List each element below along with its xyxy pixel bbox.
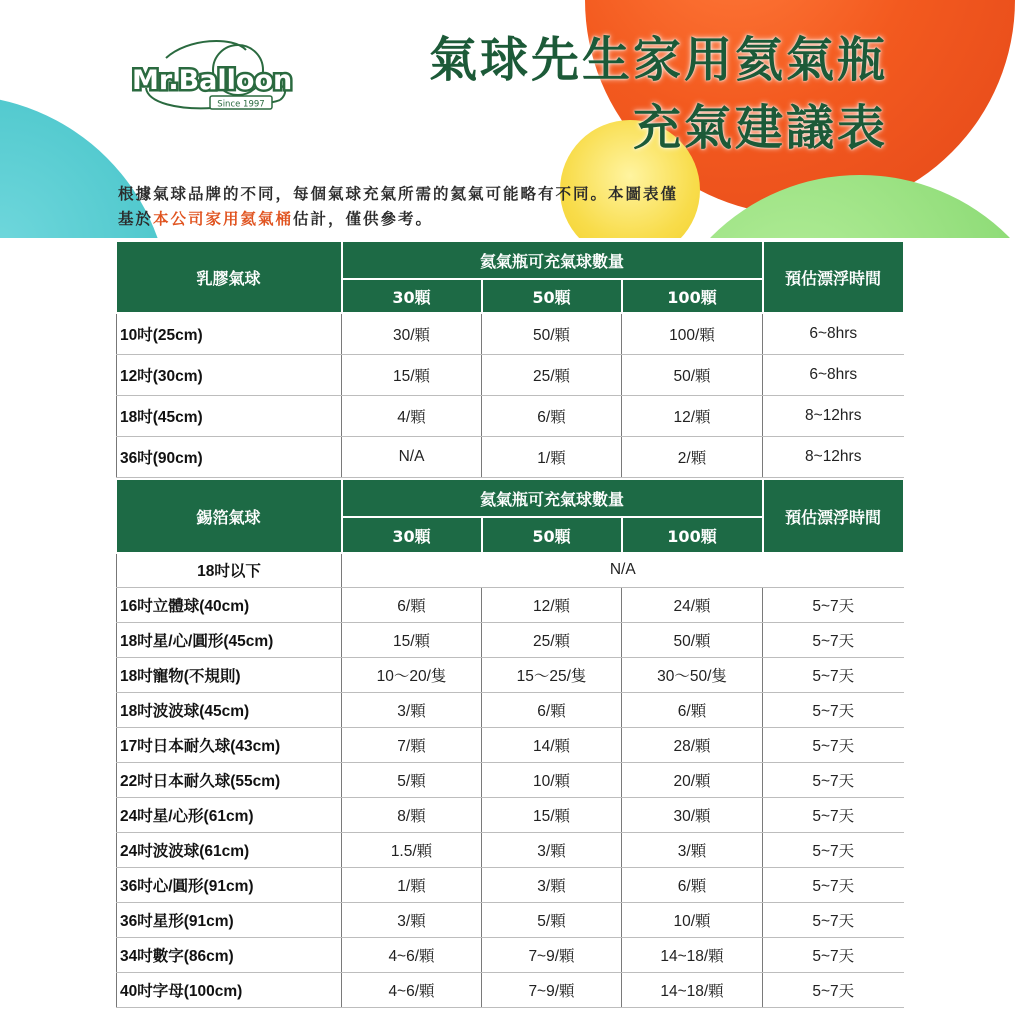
brand-logo [118,28,298,128]
latex-table-body [117,313,904,477]
cell-100: 50/顆 [622,622,763,657]
cell-100: 14~18/顆 [622,937,763,972]
table-row [117,937,904,972]
latex-size-100-header: 100顆 [622,279,763,313]
row-label: 36吋星形(91cm) [117,902,342,937]
cell-100: 28/顆 [622,727,763,762]
cell-100: 20/顆 [622,762,763,797]
cell-50: 7~9/顆 [482,937,622,972]
cell-50: 6/顆 [482,692,622,727]
cell-50: 25/顆 [482,622,622,657]
cell-100: 24/顆 [622,587,763,622]
cell-100: 6/顆 [622,692,763,727]
intro-text-b: 估計，僅供參考。 [293,210,434,228]
cell-30: 3/顆 [342,692,482,727]
cell-50: 15～25/隻 [482,657,622,692]
cell-30: 6/顆 [342,587,482,622]
row-label: 18吋以下 [117,553,342,587]
latex-size-50-header: 50顆 [482,279,622,313]
cell-30: 15/顆 [342,622,482,657]
cell-30: 1.5/顆 [342,832,482,867]
foil-group-header: 氦氣瓶可充氣球數量 [342,479,763,517]
foil-table-body [117,553,904,1007]
cell-100: 2/顆 [622,436,763,477]
intro-text [118,182,678,232]
cell-time: 5~7天 [763,937,904,972]
cell-time: 5~7天 [763,692,904,727]
foil-size-50-header: 50顆 [482,517,622,553]
foil-time-header: 預估漂浮時間 [763,479,904,553]
page-title-line-1: 氣球先生家用氦氣瓶 [428,32,888,88]
foil-category-header: 錫箔氣球 [117,479,342,553]
row-label: 24吋波波球(61cm) [117,832,342,867]
cell-30: 4~6/顆 [342,937,482,972]
latex-size-30-header: 30顆 [342,279,482,313]
table-row [117,867,904,902]
cell-time: 5~7天 [763,832,904,867]
cell-time: 5~7天 [763,762,904,797]
intro-highlight: 本公司家用氦氣桶 [153,210,294,228]
cell-time: 8~12hrs [763,395,904,436]
row-label: 18吋波波球(45cm) [117,692,342,727]
cell-50: 10/顆 [482,762,622,797]
cell-time: 5~7天 [763,657,904,692]
cell-30: N/A [342,436,482,477]
cell-time: 5~7天 [763,797,904,832]
cell-50: 50/顆 [482,313,622,354]
foil-size-30-header: 30顆 [342,517,482,553]
cell-30: 5/顆 [342,762,482,797]
cell-30: 15/顆 [342,354,482,395]
cell-50: 3/顆 [482,867,622,902]
cell-30: 1/顆 [342,867,482,902]
cell-50: 1/顆 [482,436,622,477]
table-row [117,657,904,692]
table-row [117,832,904,867]
table-row [117,313,904,354]
cell-30: 30/顆 [342,313,482,354]
row-label: 18吋寵物(不規則) [117,657,342,692]
table-row [117,395,904,436]
table-row [117,436,904,477]
table-row [117,354,904,395]
cell-50: 15/顆 [482,797,622,832]
cell-30: 7/顆 [342,727,482,762]
cell-time: 6~8hrs [763,354,904,395]
cell-100: 12/顆 [622,395,763,436]
cell-100: 30～50/隻 [622,657,763,692]
foil-size-100-header: 100顆 [622,517,763,553]
cell-30: 8/顆 [342,797,482,832]
cell-100: 6/顆 [622,867,763,902]
cell-100: 3/顆 [622,832,763,867]
row-value-span: N/A [342,553,904,587]
row-label: 10吋(25cm) [117,313,342,354]
cell-50: 7~9/顆 [482,972,622,1007]
latex-time-header: 預估漂浮時間 [763,241,904,313]
cell-time: 5~7天 [763,867,904,902]
cell-time: 5~7天 [763,727,904,762]
cell-time: 5~7天 [763,622,904,657]
cell-50: 5/顆 [482,902,622,937]
cell-100: 30/顆 [622,797,763,832]
cell-100: 100/顆 [622,313,763,354]
table-row [117,762,904,797]
cell-time: 8~12hrs [763,436,904,477]
row-label: 18吋星/心/圓形(45cm) [117,622,342,657]
cell-50: 3/顆 [482,832,622,867]
row-label: 40吋字母(100cm) [117,972,342,1007]
cell-50: 6/顆 [482,395,622,436]
table-row [117,692,904,727]
intro-text-a: 根據氣球品牌的不同，每個氣球充氣所需的氦氣可能略有不同。本圖表僅基於 [118,185,679,228]
cell-100: 50/顆 [622,354,763,395]
page-title-line-2: 充氣建議表 [632,100,888,156]
table-row [117,797,904,832]
table-row [117,972,904,1007]
table-row [117,727,904,762]
cell-100: 10/顆 [622,902,763,937]
cell-50: 14/顆 [482,727,622,762]
table-row [117,553,904,587]
brand-name: Mr.Balloon [132,65,293,96]
row-label: 12吋(30cm) [117,354,342,395]
cell-time: 5~7天 [763,972,904,1007]
row-label: 16吋立體球(40cm) [117,587,342,622]
latex-category-header: 乳膠氣球 [117,241,342,313]
row-label: 34吋數字(86cm) [117,937,342,972]
cell-100: 14~18/顆 [622,972,763,1007]
cell-50: 12/顆 [482,587,622,622]
brand-since: Since 1997 [217,99,265,110]
row-label: 17吋日本耐久球(43cm) [117,727,342,762]
foil-balloon-table [116,478,905,1008]
row-label: 22吋日本耐久球(55cm) [117,762,342,797]
latex-balloon-table [116,240,905,478]
latex-group-header: 氦氣瓶可充氣球數量 [342,241,763,279]
row-label: 36吋(90cm) [117,436,342,477]
cell-time: 6~8hrs [763,313,904,354]
row-label: 24吋星/心形(61cm) [117,797,342,832]
cell-30: 4~6/顆 [342,972,482,1007]
cell-50: 25/顆 [482,354,622,395]
table-row [117,622,904,657]
table-row [117,587,904,622]
row-label: 18吋(45cm) [117,395,342,436]
cell-time: 5~7天 [763,902,904,937]
cell-30: 10～20/隻 [342,657,482,692]
cell-30: 3/顆 [342,902,482,937]
cell-30: 4/顆 [342,395,482,436]
cell-time: 5~7天 [763,587,904,622]
table-row [117,902,904,937]
row-label: 36吋心/圓形(91cm) [117,867,342,902]
